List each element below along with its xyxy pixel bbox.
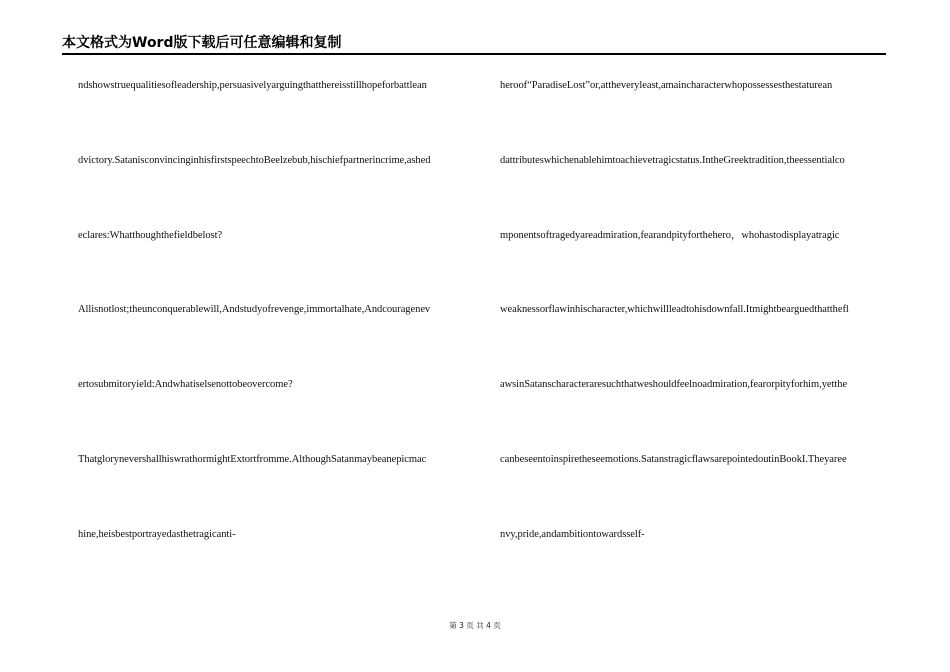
text-line: ndshowstruequalitiesofleadership,persuasivelyarguingthatthereisstillhopeforbattlean bbox=[78, 80, 427, 91]
text-line: eclares:Whatthoughthefieldbelost? bbox=[78, 230, 223, 241]
text-line: dvictory.SatanisconvincinginhisfirstspeechtoBeelzebub,hischiefpartnerincrime,ashed bbox=[78, 155, 431, 166]
text-line: mponentsoftragedyareadmiration,fearandpityforthehero，whohastodisplayatragic bbox=[500, 230, 840, 241]
text-line: nvy,pride,andambitiontowardsself- bbox=[500, 529, 645, 540]
text-line: heroof“ParadiseLost”or,attheveryleast,amaincharacterwhopossessesthestaturean bbox=[500, 80, 833, 91]
text-line: weaknessorflawinhischaracter,whichwillleadtohisdownfall.Itmightbearguedthatthefl bbox=[500, 304, 849, 315]
header-divider bbox=[62, 53, 886, 55]
text-line: dattributeswhichenablehimtoachievetragicstatus.IntheGreektradition,theessentialco bbox=[500, 155, 845, 166]
text-line: ThatglorynevershallhiswrathormightExtortfromme.AlthoughSatanmaybeanepicmac bbox=[78, 454, 427, 465]
page-number-footer: 第 3 页 共 4 页 bbox=[449, 621, 501, 630]
text-line: Allisnotlost;theunconquerablewill,Andstudyofrevenge,immortalhate,Andcouragenev bbox=[78, 304, 431, 315]
text-line: ertosubmitoryield:Andwhatiselsenottobeovercome? bbox=[78, 379, 293, 390]
document-header-title: 本文格式为Word版下载后可任意编辑和复制 bbox=[62, 35, 342, 51]
text-line: awsinSatanscharacteraresuchthatweshouldfeelnoadmiration,fearorpityforhim,yetthe bbox=[500, 379, 848, 390]
text-line: hine,heisbestportrayedasthetragicanti- bbox=[78, 529, 236, 540]
text-line: canbeseentoinspiretheseemotions.SatanstragicflawsarepointedoutinBookI.Theyaree bbox=[500, 454, 847, 465]
